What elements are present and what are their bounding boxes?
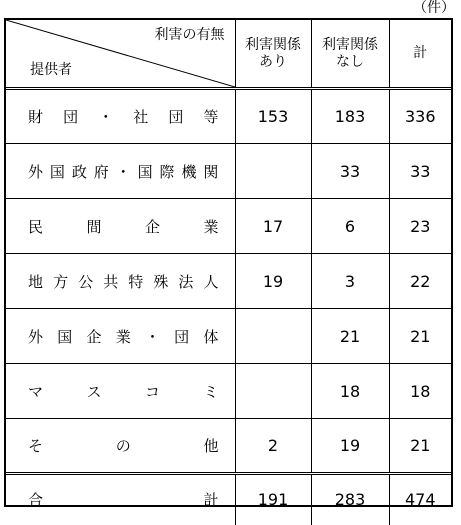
row-label (6, 364, 235, 419)
header-without-interest (311, 20, 389, 89)
label-char: 企 (86, 327, 102, 346)
label-char: マ (28, 382, 44, 401)
summary-table-frame (4, 18, 453, 510)
label-char: 政 (71, 162, 87, 181)
row-label (6, 199, 235, 254)
total-without: 283 (311, 474, 389, 525)
label-char: 業 (115, 327, 131, 346)
summary-table (6, 20, 451, 525)
cell-without: 19 (311, 419, 389, 474)
header-with-interest-line2: あり (259, 53, 287, 70)
cell-with: 2 (235, 419, 311, 474)
row-label (6, 419, 235, 474)
label-char: 業 (203, 217, 219, 236)
label-char: 関 (203, 162, 219, 181)
label-char: 等 (203, 108, 219, 126)
label-char: 法 (178, 272, 194, 291)
cell-without: 183 (311, 89, 389, 144)
label-char: ・ (144, 327, 160, 346)
label-char: ・ (98, 108, 114, 126)
cell-without: 3 (311, 254, 389, 309)
table-row (6, 144, 451, 199)
label-char: 府 (93, 162, 109, 181)
table-row (6, 89, 451, 144)
label-char: 他 (203, 437, 219, 455)
label-char: 社 (133, 108, 149, 126)
header-provider-label: 提供者 (30, 62, 72, 78)
total-row (6, 474, 451, 525)
table-row (6, 254, 451, 309)
header-total: 計 (389, 20, 451, 89)
cell-with (235, 144, 311, 199)
label-char: 地 (28, 272, 44, 291)
row-label (6, 254, 235, 309)
label-char: 企 (144, 217, 160, 236)
label-char: 人 (203, 272, 219, 291)
label-char: 計 (203, 491, 219, 510)
unit-label: （件） (413, 0, 455, 16)
label-char: ス (86, 382, 102, 401)
cell-without: 21 (311, 309, 389, 364)
cell-without: 18 (311, 364, 389, 419)
table-row (6, 419, 451, 474)
table-header-row (6, 20, 451, 89)
header-with-interest (235, 20, 311, 89)
label-char: 公 (78, 272, 94, 291)
cell-total: 18 (389, 364, 451, 419)
cell-with: 153 (235, 89, 311, 144)
label-char: 国 (49, 162, 65, 181)
header-with-interest-line1: 利害関係 (245, 36, 301, 53)
header-without-interest-line1: 利害関係 (322, 36, 378, 53)
label-char: 際 (159, 162, 175, 181)
label-char: 団 (174, 327, 190, 346)
label-char: 団 (63, 108, 79, 126)
label-char: 共 (103, 272, 119, 291)
label-char: 外 (28, 327, 44, 346)
total-with: 191 (235, 474, 311, 525)
cell-with: 19 (235, 254, 311, 309)
label-char: 団 (168, 108, 184, 126)
cell-with (235, 364, 311, 419)
table-row (6, 309, 451, 364)
cell-without: 33 (311, 144, 389, 199)
cell-total: 21 (389, 309, 451, 364)
label-char: ・ (115, 162, 131, 181)
label-char: 方 (53, 272, 69, 291)
total-label (6, 474, 235, 525)
row-label (6, 144, 235, 199)
cell-total: 22 (389, 254, 451, 309)
table-row (6, 364, 451, 419)
cell-total: 21 (389, 419, 451, 474)
label-char: 機 (181, 162, 197, 181)
row-label (6, 309, 235, 364)
cell-with (235, 309, 311, 364)
label-char: コ (144, 382, 160, 401)
label-char: 国 (57, 327, 73, 346)
cell-total: 33 (389, 144, 451, 199)
label-char: 間 (86, 217, 102, 236)
label-char: 外 (28, 162, 44, 181)
label-char: 合 (28, 491, 44, 510)
label-char: 国 (137, 162, 153, 181)
label-char: そ (28, 437, 44, 455)
diagonal-header-cell (6, 20, 235, 89)
cell-total: 23 (389, 199, 451, 254)
label-char: 特 (128, 272, 144, 291)
cell-with: 17 (235, 199, 311, 254)
label-char: 体 (203, 327, 219, 346)
row-label (6, 89, 235, 144)
label-char: 殊 (153, 272, 169, 291)
header-without-interest-line2: なし (336, 53, 364, 70)
table-row (6, 199, 451, 254)
cell-without: 6 (311, 199, 389, 254)
label-char: の (115, 437, 131, 455)
total-total: 474 (389, 474, 451, 525)
label-char: 財 (28, 108, 44, 126)
label-char: 民 (28, 217, 44, 236)
cell-total: 336 (389, 89, 451, 144)
label-char: ミ (203, 382, 219, 401)
header-presence-label: 利害の有無 (154, 27, 225, 43)
